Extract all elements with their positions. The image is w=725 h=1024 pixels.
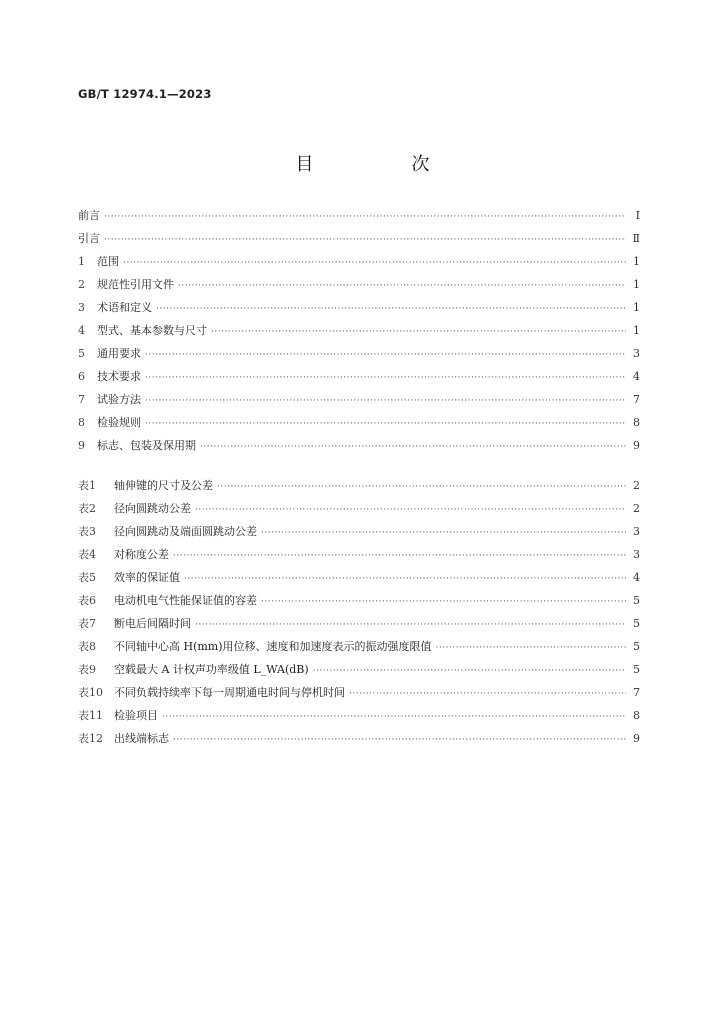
toc-table-title: 出线端标志: [114, 732, 169, 745]
dot-leader: [123, 252, 626, 275]
dot-leader: [145, 390, 626, 413]
toc-section-entry[interactable]: [78, 319, 640, 342]
toc-section-page-number: 3: [633, 347, 640, 360]
toc-section-title: 术语和定义: [97, 301, 152, 314]
toc-section-number: 2: [78, 278, 85, 291]
toc-table-number: 表1: [78, 479, 96, 492]
toc-table-entry[interactable]: [78, 520, 640, 543]
dot-leader: [217, 476, 626, 499]
toc-section-entry[interactable]: [78, 411, 640, 434]
dot-leader: [162, 706, 626, 729]
toc-table-title: 径向圆跳动及端面圆跳动公差: [114, 525, 257, 538]
toc-section-title: 型式、基本参数与尺寸: [97, 324, 207, 337]
dot-leader: [104, 206, 626, 229]
toc-section-page-number: 1: [633, 255, 640, 268]
toc-table-number: 表9: [78, 663, 96, 676]
toc-table-entry[interactable]: [78, 681, 640, 704]
toc-section-title: 通用要求: [97, 347, 141, 360]
dot-leader: [211, 321, 626, 344]
dot-leader: [261, 591, 626, 614]
toc-table-entry[interactable]: [78, 727, 640, 750]
toc-table-entry[interactable]: [78, 612, 640, 635]
toc-table-number: 表7: [78, 617, 96, 630]
toc-section-entry[interactable]: [78, 250, 640, 273]
toc-section-page-number: Ⅱ: [632, 232, 640, 245]
toc-table-number: 表6: [78, 594, 96, 607]
standard-number: GB/T 12974.1—2023: [78, 87, 212, 101]
dot-leader: [313, 660, 626, 683]
toc-table-entry[interactable]: [78, 658, 640, 681]
dot-leader: [195, 499, 626, 522]
toc-section-entry[interactable]: [78, 227, 640, 250]
toc-section-page-number: 1: [633, 324, 640, 337]
dot-leader: [104, 229, 626, 252]
toc-table-page-number: 5: [633, 594, 640, 607]
toc-section-page-number: 4: [633, 370, 640, 383]
toc-section-title: 技术要求: [97, 370, 141, 383]
toc-section-entry[interactable]: [78, 342, 640, 365]
toc-section-number: 1: [78, 255, 85, 268]
toc-section-entry[interactable]: [78, 204, 640, 227]
toc-section-entry[interactable]: [78, 388, 640, 411]
toc-table-page-number: 7: [633, 686, 640, 699]
toc-table-entry[interactable]: [78, 566, 640, 589]
toc-table-title: 效率的保证值: [114, 571, 180, 584]
toc-table-page-number: 3: [633, 548, 640, 561]
toc-table-number: 表10: [78, 686, 103, 699]
toc-sections: [78, 204, 640, 457]
dot-leader: [156, 298, 626, 321]
toc-table-number: 表8: [78, 640, 96, 653]
toc-section-page-number: 9: [633, 439, 640, 452]
toc-table-title: 不同负载持续率下每一周期通电时间与停机时间: [114, 686, 345, 699]
dot-leader: [200, 436, 626, 459]
toc-section-page-number: 1: [633, 301, 640, 314]
toc-table-title: 轴伸键的尺寸及公差: [114, 479, 213, 492]
toc-section-page-number: Ⅰ: [635, 209, 640, 222]
toc-table-page-number: 3: [633, 525, 640, 538]
toc-table-title: 径向圆跳动公差: [114, 502, 191, 515]
toc-section-title: 试验方法: [97, 393, 141, 406]
toc-table-entry[interactable]: [78, 497, 640, 520]
toc-table-page-number: 4: [633, 571, 640, 584]
toc-table-title: 电动机电气性能保证值的容差: [114, 594, 257, 607]
toc-section-title: 检验规则: [97, 416, 141, 429]
toc-table-entry[interactable]: [78, 635, 640, 658]
toc-section-number: 9: [78, 439, 85, 452]
toc-section-title: 规范性引用文件: [97, 278, 174, 291]
dot-leader: [261, 522, 626, 545]
toc-table-number: 表2: [78, 502, 96, 515]
toc-table-page-number: 8: [633, 709, 640, 722]
toc-table-page-number: 2: [633, 502, 640, 515]
dot-leader: [184, 568, 626, 591]
toc-section-page-number: 7: [633, 393, 640, 406]
toc-table-title: 断电后间隔时间: [114, 617, 191, 630]
toc-table-page-number: 5: [633, 663, 640, 676]
dot-leader: [145, 413, 626, 436]
toc-table-number: 表11: [78, 709, 103, 722]
toc-tables: [78, 474, 640, 750]
toc-section-page-number: 8: [633, 416, 640, 429]
toc-table-page-number: 9: [633, 732, 640, 745]
toc-section-title: 引言: [78, 232, 100, 245]
toc-section-entry[interactable]: [78, 434, 640, 457]
toc-section-number: 3: [78, 301, 85, 314]
toc-table-number: 表4: [78, 548, 96, 561]
toc-table-page-number: 2: [633, 479, 640, 492]
toc-section-entry[interactable]: [78, 296, 640, 319]
toc-table-title: 对称度公差: [114, 548, 169, 561]
toc-table-title: 空载最大 A 计权声功率级值 L_WA(dB): [114, 663, 309, 676]
toc-table-title: 检验项目: [114, 709, 158, 722]
toc-section-title: 前言: [78, 209, 100, 222]
toc-table-number: 表12: [78, 732, 103, 745]
toc-section-title: 标志、包装及保用期: [97, 439, 196, 452]
dot-leader: [195, 614, 626, 637]
toc-table-entry[interactable]: [78, 543, 640, 566]
toc-table-page-number: 5: [633, 617, 640, 630]
toc-table-title: 不同轴中心高 H(mm)用位移、速度和加速度表示的振动强度限值: [114, 640, 432, 653]
toc-section-number: 5: [78, 347, 85, 360]
toc-table-entry[interactable]: [78, 704, 640, 727]
toc-table-number: 表5: [78, 571, 96, 584]
toc-section-number: 4: [78, 324, 85, 337]
toc-section-number: 6: [78, 370, 85, 383]
toc-section-title: 范围: [97, 255, 119, 268]
dot-leader: [349, 683, 626, 706]
dot-leader: [145, 367, 626, 390]
dot-leader: [173, 729, 626, 752]
dot-leader: [173, 545, 626, 568]
toc-section-number: 8: [78, 416, 85, 429]
page-title: 目 次: [295, 154, 470, 175]
dot-leader: [145, 344, 626, 367]
toc-section-entry[interactable]: [78, 365, 640, 388]
dot-leader: [178, 275, 626, 298]
toc-section-page-number: 1: [633, 278, 640, 291]
toc-table-entry[interactable]: [78, 474, 640, 497]
toc-table-page-number: 5: [633, 640, 640, 653]
toc-section-entry[interactable]: [78, 273, 640, 296]
dot-leader: [436, 637, 626, 660]
toc-table-number: 表3: [78, 525, 96, 538]
toc-section-number: 7: [78, 393, 85, 406]
toc-table-entry[interactable]: [78, 589, 640, 612]
